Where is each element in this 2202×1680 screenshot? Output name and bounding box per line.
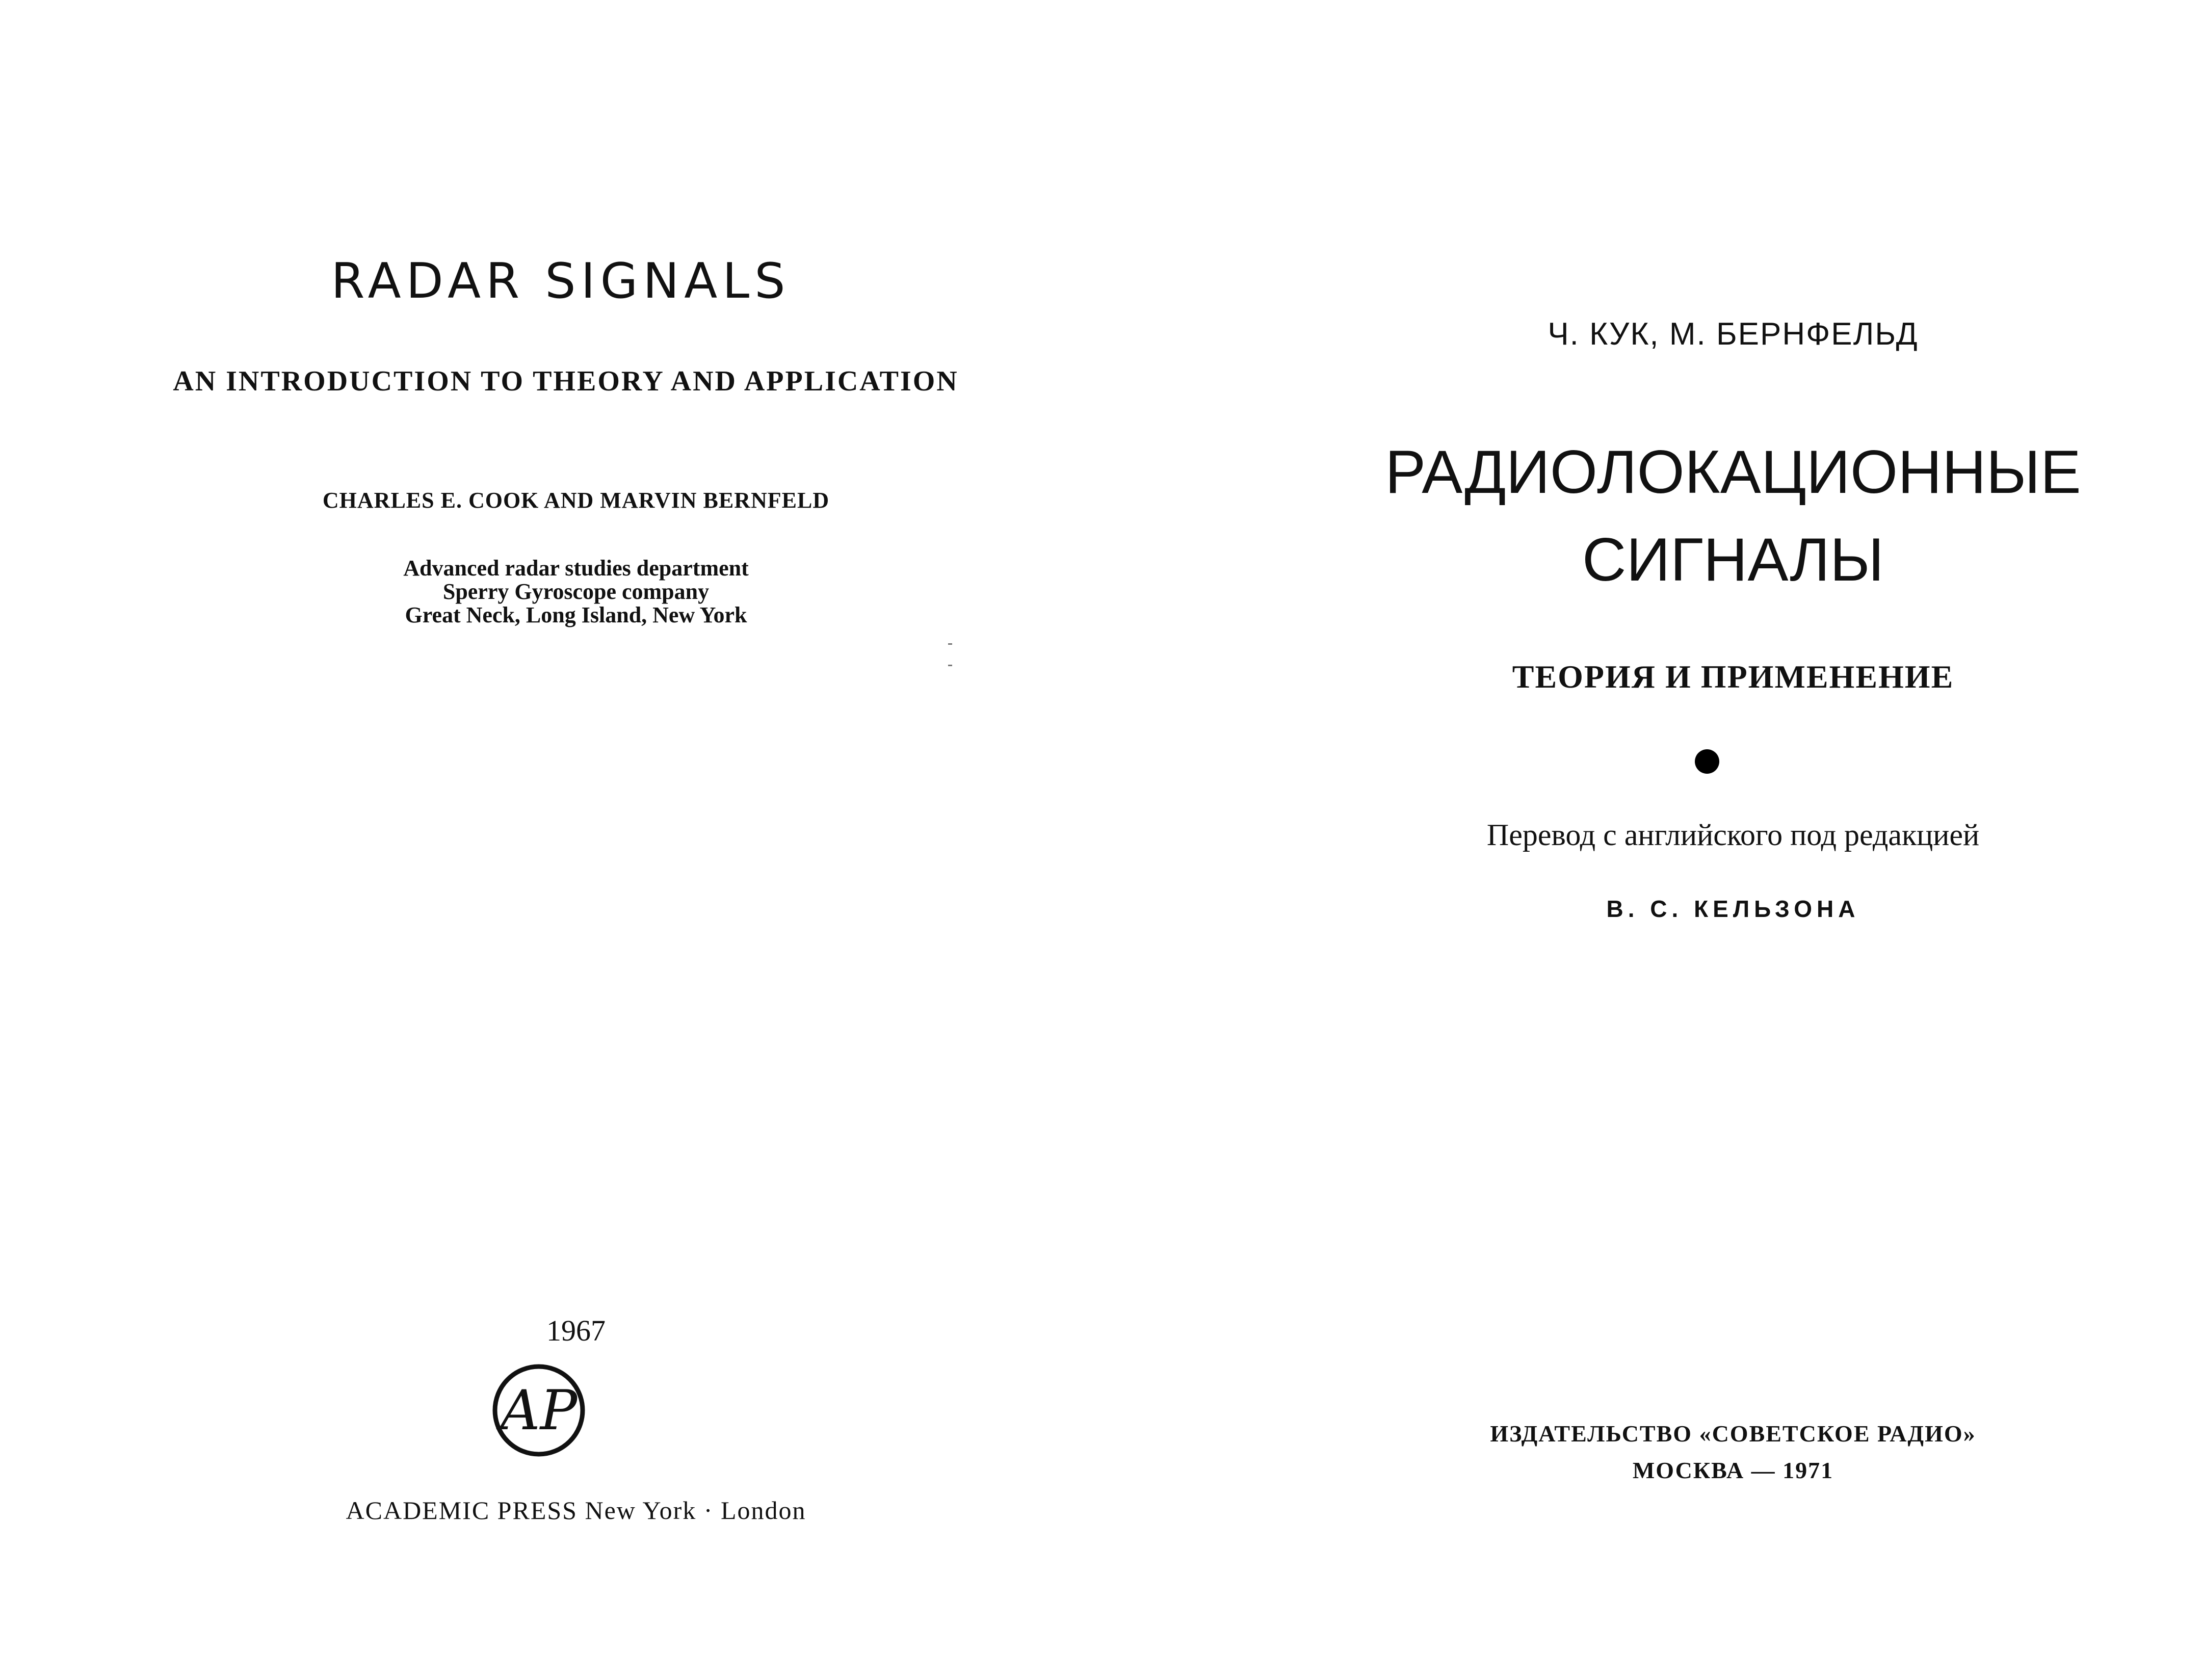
author-affiliation [25, 557, 1126, 627]
russian-title-page [1101, 0, 2202, 1680]
scan-mark [948, 665, 952, 666]
academic-press-logo [490, 1362, 587, 1459]
bullet-ornament [1695, 749, 1719, 774]
affiliation-line: Sperry Gyroscope company [442, 579, 710, 604]
book-authors: CHARLES E. COOK AND MARVIN BERNFELD [322, 488, 830, 513]
publisher-line: ACADEMIC PRESS New York · London [346, 1496, 806, 1525]
book-subtitle: AN INTRODUCTION TO THEORY AND APPLICATION [173, 365, 959, 397]
publication-year: 1967 [546, 1314, 606, 1347]
book-subtitle-ru: ТЕОРИЯ И ПРИМЕНЕНИЕ [1512, 659, 1954, 695]
title-line: РАДИОЛОКАЦИОННЫЕ [1385, 438, 2081, 506]
book-title: RADAR SIGNALS [331, 253, 791, 309]
publisher-ru: ИЗДАТЕЛЬСТВО «СОВЕТСКОЕ РАДИО» [1490, 1421, 1976, 1447]
affiliation-line: Advanced radar studies department [403, 556, 749, 581]
city-year-ru: МОСКВА — 1971 [1632, 1457, 1834, 1483]
book-authors-ru: Ч. КУК, М. БЕРНФЕЛЬД [1548, 317, 1919, 352]
scan-mark [948, 643, 952, 645]
editor-name: В. С. КЕЛЬЗОНА [1606, 896, 1860, 922]
translation-note: Перевод с английского под редакцией [1486, 818, 1980, 852]
book-title-ru [1183, 428, 2202, 603]
logo-lettering: AP [500, 1379, 578, 1442]
affiliation-line: Great Neck, Long Island, New York [405, 602, 747, 627]
title-line: СИГНАЛЫ [1582, 526, 1884, 594]
